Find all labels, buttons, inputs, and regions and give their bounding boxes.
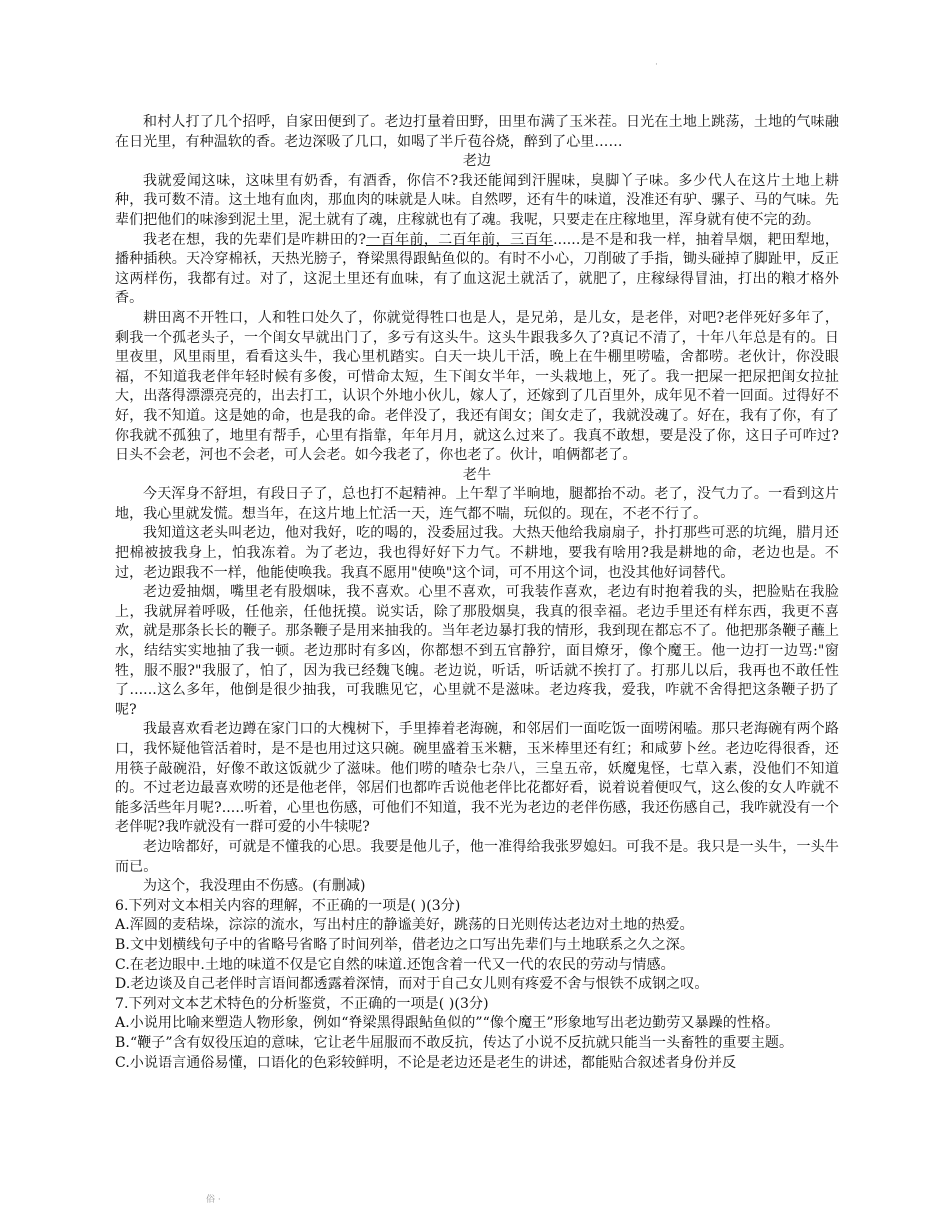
paragraph: 老边啥都好，可就是不懂我的心思。我要是他儿子，他一准得给我张罗媳妇。可我不是。我只是一头牛，一头牛而已。 xyxy=(115,838,839,875)
question-7-option-a: A.小说用比喻来塑造人物形象，例如“脊梁黑得跟鲇鱼似的”“像个魔王”形象地写出老边勤劳又暴躁的性格。 xyxy=(115,1015,780,1032)
paragraph: 我最喜欢看老边蹲在家门口的大槐树下，手里捧着老海碗，和邻居们一面吃饭一面唠闲嗑。那只老海碗有两个路口，我怀疑他管活着时，是不是也用过这只碗。碗里盛着玉米糖，玉米棒里还有红；和咸萝卜丝。老边吃得很香，还用筷子敲碗沿，好像不敢这饭就少了滋味。他们唠的喳杂七杂八，三皇五帝，妖魔鬼怪，七草入素，没他们不知道的。不过老边最喜欢唠的还是他老伴，邻居们也都咋舌说他老伴比花都好看，说着说着便叹气，这么俊的女人咋就不能多活些年月呢?.....听着，心里也伤感，可他们不知道，我不光为老边的老伴伤感，我还伤感自己，我咋就没有一个老伴呢?我咋就没有一群可爱的小牛犊呢? xyxy=(115,721,839,836)
underlined-sentence: 一百年前，二百年前，三百年 xyxy=(366,231,554,248)
paragraph-text: 我老在想，我的先辈们是咋耕田的? xyxy=(143,231,367,248)
question-7-option-c: C.小说语言通俗易懂，口语化的色彩较鲜明，不论是老边还是老生的讲述，都能贴合叙述者身份并反 xyxy=(115,1054,737,1071)
passage-content xyxy=(115,113,839,1073)
question-7-stem: 7.下列对文本艺术特色的分析鉴赏，不正确的一项是( )(3分) xyxy=(115,995,489,1012)
scan-mark: · xyxy=(655,60,658,70)
question-7-option-b: B.“鞭子”含有奴役压迫的意味，它让老牛屈服而不敢反抗，传达了小说不反抗就只能当一头畜牲的重要主题。 xyxy=(115,1034,794,1051)
question-6-option-c: C.在老边眼中.土地的味道不仅是它自然的味道.还饱含着一代又一代的农民的劳动与情感。 xyxy=(115,956,675,973)
question-6-option-a: A.浑圆的麦秸垛，淙淙的流水，写出村庄的静谧美好，跳荡的日光则传达老边对土地的热爱。 xyxy=(115,917,694,934)
section-heading-laobian: 老边 xyxy=(462,153,492,170)
paragraph-source-note: 为这个，我没理由不伤感。(有删减) xyxy=(143,878,366,895)
scan-mark: 俗 · xyxy=(206,1195,221,1205)
question-6-stem: 6.下列对文本相关内容的理解，不正确的一项是( )(3分) xyxy=(115,897,461,914)
paragraph: 我就爱闻这味，这味里有奶香，有酒香，你信不?我还能闻到汗腥味，臭脚丫子味。多少代人在这片土地上耕种，我可数不清。这土地有血肉，那血肉的味就是人味。自然啰，还有牛的味道，没准还有驴、骡子、马的气味。先辈们把他们的味渗到泥土里，泥土就有了魂，庄稼就也有了魂。我呢，只要走在庄稼地里，浑身就有使不完的劲。 xyxy=(115,172,839,228)
paragraph: 耕田离不开牲口，人和牲口处久了，你就觉得牲口也是人，是兄弟，是儿女，是老伴，对吧?老伴死好多年了，剩我一个孤老头子，一个闺女早就出门了，多亏有这头牛。这头牛跟我多久了?真记不清了，十年八年总是有的。日里夜里，风里雨里，看看这头牛，我心里机踏实。白天一块儿干活，晚上在牛棚里唠嗑，舍都唠。老伙计，你没眼福，不知道我老伴年轻时候有多俊，可惜命太短，生下闺女半年，一头栽地上，死了。我一把屎一把尿把闺女拉扯大，出落得漂漂亮亮的，出去打工，认识个外地小伙儿，嫁人了，还嫁到了几百里外，成年见不着一回面。过得好不好，我不知道。这是她的命，也是我的命。老伴没了，我还有闺女；闺女走了，我就没魂了。好在，我有了你，有了你我就不孤独了，地里有帮手，心里有指靠，年年月月，就这么过来了。我真不敢想，要是没了你，这日子可咋过?日头不会老，河也不会老，可人会老。如今我老了，你也老了。伙计，咱俩都老了。 xyxy=(115,309,839,464)
paragraph xyxy=(115,231,839,309)
paragraph-text: ......是不是和我一样，抽着旱烟，耙田犁地，播种插秧。天冷穿棉袄，天热光膀子，脊梁黑得跟鲇鱼似的。有时不小心，刀削破了手指，锄头碰掉了脚趾甲，反正这两样伤，我都有过。对了，这泥土里还有血味，有了血这泥土就活了，就肥了，庄稼绿得冒油，打出的粮才格外香。 xyxy=(115,231,839,307)
paragraph: 我知道这老头叫老边，他对我好，吃的喝的，没委屈过我。大热天他给我扇扇子，扑打那些可恶的坑绳，腊月还把棉被披我身上，怕我冻着。为了老边，我也得好好下力气。不耕地，要我有啥用?我是耕地的命，老边也是。不过，老边跟我不一样，他能使唤我。我真不愿用"使唤"这个词，可不用这个词，也没其他好词替代。 xyxy=(115,525,839,581)
paragraph: 和村人打了几个招呼，自家田便到了。老边打量着田野，田里布满了玉米茬。日光在土地上跳荡，土地的气味融在日光里，有种温软的香。老边深吸了几口，如喝了半斤苞谷烧，醉到了心里…… xyxy=(115,114,839,150)
paragraph: 老边爱抽烟，嘴里老有股烟味，我不喜欢。心里不喜欢，可我装作喜欢，老边有时抱着我的头，把脸贴在我脸上，我就屏着呼吸，任他亲，任他抚摸。说实话，除了那股烟臭，我真的很幸福。老边手里还有样东西，我更不喜欢，就是那条长长的鞭子。那条鞭子是用来抽我的。当年老边暴打我的情形，我到现在都忘不了。他把那条鞭子蘸上水，结结实实地抽了我一顿。老边那时有多凶，你都想不到五官静狞，面目燎牙，像个魔王。他一边打一边骂:"窗牲，服不服?"我服了，怕了，因为我已经魏飞魄。老边说，听话，听话就不挨打了。打那儿以后，我再也不敢任性了......这么多年，他倒是很少抽我，可我瞧见它，心里就不是滋味。老边疼我，爱我，咋就不舍得把这条鞭子扔了呢? xyxy=(115,584,839,718)
paragraph: 今天浑身不舒坦，有段日子了，总也打不起精神。上午犁了半晌地，腿都抬不动。老了，没气力了。一看到这片地，我心里就发慌。想当年，在这片地上忙活一天，连气都不喘，玩似的。现在，不老不行了。 xyxy=(115,486,839,522)
section-heading-laoniu: 老牛 xyxy=(462,466,492,483)
question-6-option-d: D.老边谈及自己老伴时言语间都透露着深情，而对于自己女儿则有疼爱不舍与恨铁不成钢之叹。 xyxy=(115,976,709,993)
question-6-option-b: B.文中划横线句子中的省略号省略了时间列举，借老边之口写出先辈们与土地联系之久之深。 xyxy=(115,936,694,953)
